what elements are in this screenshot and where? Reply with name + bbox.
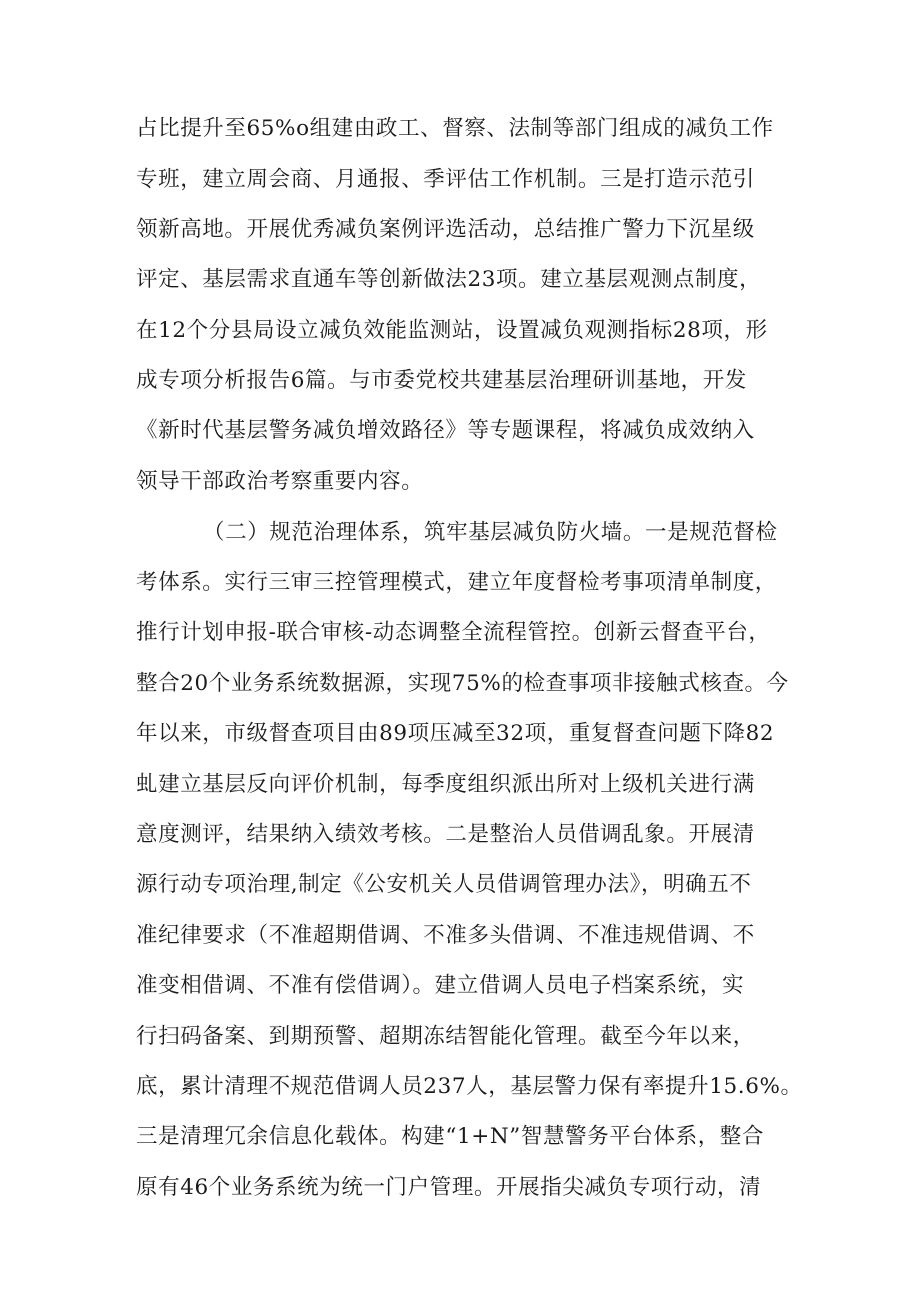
text-line: 推行计划申报-联合审核-动态调整全流程管控。创新云督查平台， — [136, 620, 771, 645]
text-line: 专班，建立周会商、月通报、季评估工作机制。三是打造示范引 — [136, 167, 755, 192]
text-line: 原有46个业务系统为统一门户管理。开展指尖减负专项行动，清 — [136, 1175, 762, 1200]
text-line: 占比提升至65%o组建由政工、督察、法制等部门组成的减负工作 — [136, 116, 774, 141]
text-line: 准纪律要求（不准超期借调、不准多头借调、不准违规借调、不 — [136, 923, 755, 948]
text-line: 《新时代基层警务减负增效路径》等专题课程，将减负成效纳入 — [136, 418, 755, 443]
text-line: 考体系。实行三审三控管理模式，建立年度督检考事项清单制度， — [136, 570, 777, 595]
text-line: 底，累计清理不规范借调人员237人，基层警力保有率提升15.6%。 — [136, 1074, 803, 1099]
section-heading-line: （二）规范治理体系，筑牢基层减负防火墙。一是规范督检 — [203, 520, 778, 545]
text-line: 评定、基层需求直通车等创新做法23项。建立基层观测点制度， — [136, 267, 762, 292]
text-line: 准变相借调、不准有偿借调）。建立借调人员电子档案系统，实 — [136, 973, 745, 998]
text-line: 年以来，市级督查项目由89项压减至32项，重复督查问题下降82 — [136, 721, 775, 746]
text-line: 整合20个业务系统数据源，实现75%的检查事项非接触式核查。今 — [136, 671, 789, 696]
text-line: 虬建立基层反向评价机制，每季度组织派出所对上级机关进行满 — [136, 772, 755, 797]
text-line: 领导干部政治考察重要内容。 — [136, 469, 424, 494]
text-line: 意度测评，结果纳入绩效考核。二是整治人员借调乱象。开展清 — [136, 822, 755, 847]
text-line: 成专项分析报告6篇。与市委党校共建基层治理研训基地，开发 — [136, 368, 747, 393]
text-line: 在12个分县局设立减负效能监测站，设置减负观测指标28项，形 — [136, 318, 768, 343]
text-line: 行扫码备案、到期预警、超期冻结智能化管理。截至今年以来， — [136, 1024, 755, 1049]
text-line: 领新高地。开展优秀减负案例评选活动，总结推广警力下沉星级 — [136, 217, 755, 242]
text-line: 三是清理冗余信息化载体。构建“1+N”智慧警务平台体系，整合 — [136, 1124, 764, 1149]
text-line: 源行动专项治理,制定《公安机关人员借调管理办法》，明确五不 — [136, 872, 752, 897]
